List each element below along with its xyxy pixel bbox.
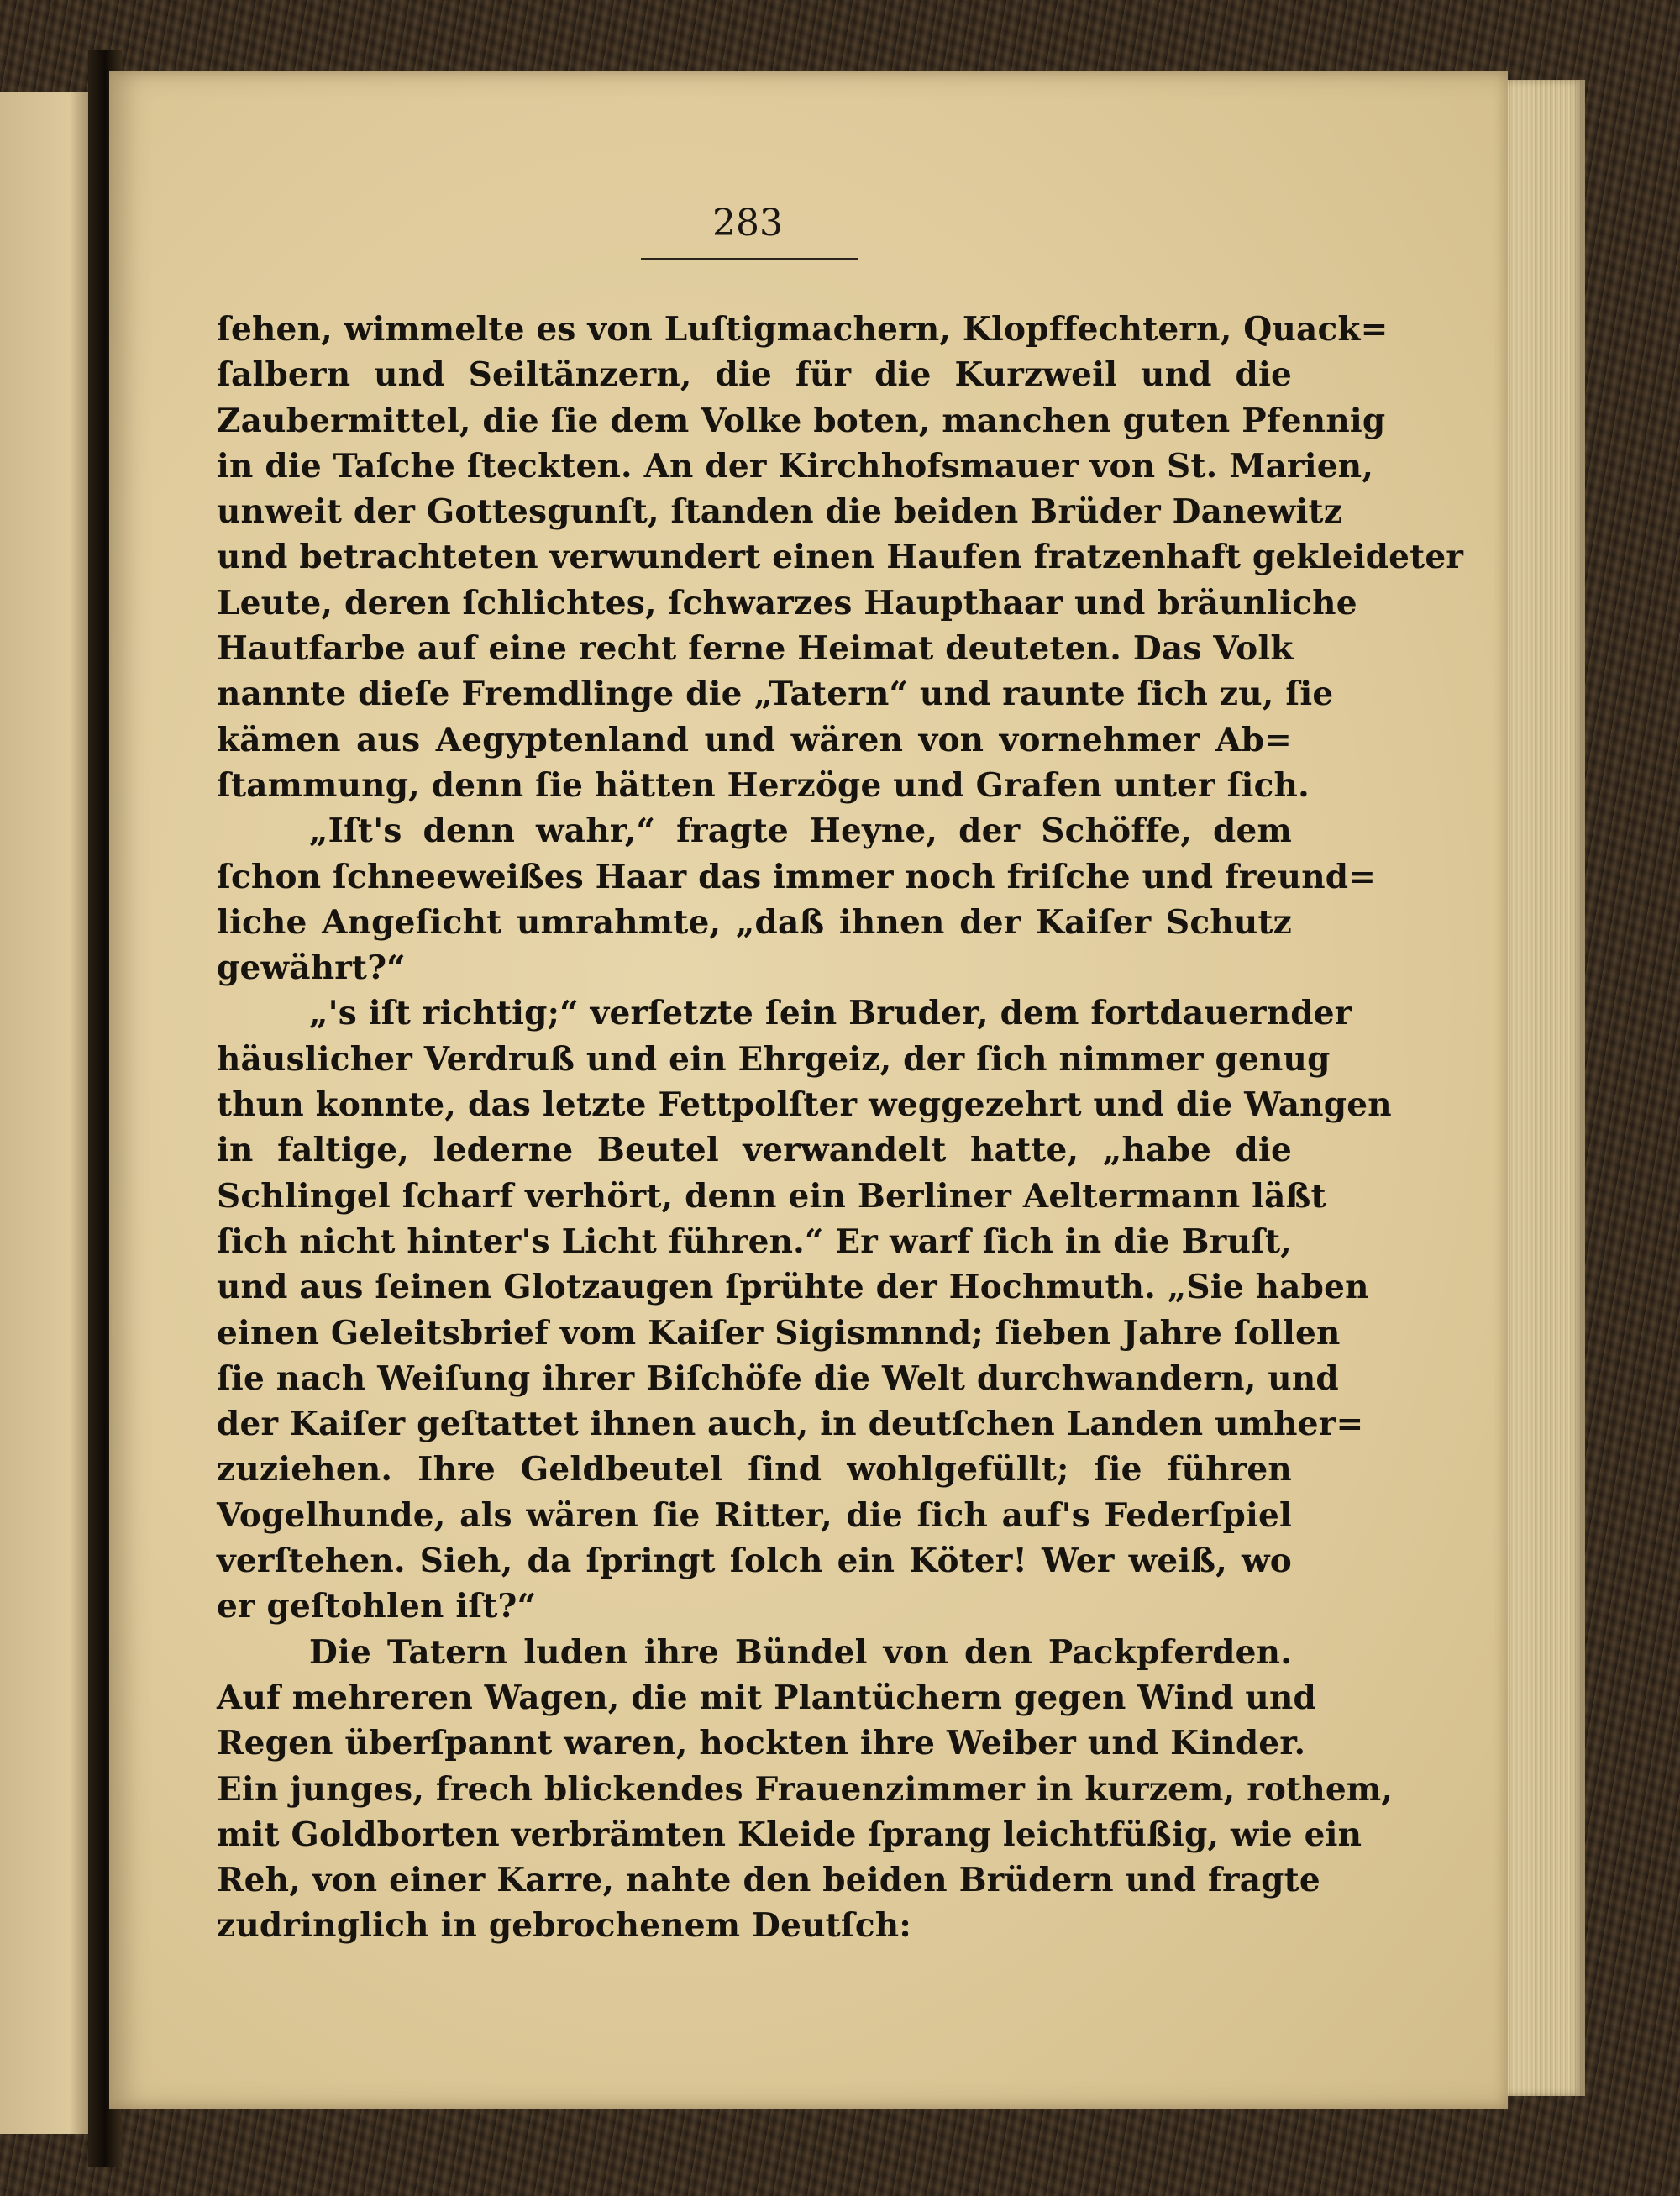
text-line: ſtammung, denn ſie hätten Herzöge und Grafen unter ſich. [217,765,1310,805]
text-line: zuziehen. Ihre Geldbeutel ſind wohlgefüllt; ſie führen [217,1450,1292,1489]
text-line: kämen aus Aegyptenland und wären von vornehmer Ab= [217,720,1292,759]
text-line: ſie nach Weiſung ihrer Biſchöfe die Welt durchwandern, und [217,1358,1339,1398]
text-line: Leute, deren ſchlichtes, ſchwarzes Haupthaar und bräunliche [217,583,1357,623]
text-line: Hautfarbe auf eine recht ferne Heimat deuteten. Das Volk [217,629,1294,669]
text-line: und betrachteten verwundert einen Haufen fratzenhaft gekleideter [217,538,1464,577]
text-line: „'s iſt richtig;“ verſetzte ſein Bruder, dem fortdauernder [309,994,1352,1033]
text-line: ſchon ſchneeweißes Haar das immer noch friſche und freund= [217,857,1377,896]
text-line: und aus ſeinen Glotzaugen ſprühte der Hochmuth. „Sie haben [217,1268,1369,1307]
text-line: thun konnte, das letzte Fettpolſter weggezehrt und die Wangen [217,1085,1392,1125]
text-line: Reh, von einer Karre, nahte den beiden Brüdern und fragte [217,1861,1320,1900]
page-number-rule [641,258,858,260]
text-line: in faltige, lederne Beutel verwandelt hatte, „habe die [217,1131,1292,1170]
text-line: Auf mehreren Wagen, die mit Plantüchern gegen Wind und [217,1678,1317,1717]
page-number: 283 [712,202,783,244]
text-line: liche Angeſicht umrahmte, „daß ihnen der Kaiſer Schutz [217,902,1292,942]
page-edges-stack [1505,80,1585,2096]
text-line: gewährt?“ [217,948,406,988]
text-line: Vogelhunde, als wären ſie Ritter, die ſich auf's Federſpiel [217,1495,1292,1535]
text-line: Schlingel ſcharf verhört, denn ein Berliner Aeltermann läßt [217,1176,1326,1216]
text-line: nannte dieſe Fremdlinge die „Tatern“ und raunte ſich zu, ſie [217,675,1334,714]
text-line: einen Geleitsbrief vom Kaiſer Sigismnnd; ſieben Jahre ſollen [217,1313,1341,1353]
text-line: „Iſt's denn wahr,“ fragte Heyne, der Schöffe, dem [309,812,1292,851]
text-line: zudringlich in gebrochenem Deutſch: [217,1906,911,1946]
text-line: in die Taſche ſteckten. An der Kirchhofsmauer von St. Marien, [217,446,1374,486]
text-line: ſalbern und Seiltänzern, die für die Kurzweil und die [217,355,1292,395]
body-text [217,307,1464,1949]
text-line: verſtehen. Sieh, da ſpringt ſolch ein Köter! Wer weiß, wo [217,1542,1292,1581]
text-line: Regen überſpannt waren, hockten ihre Weiber und Kinder. [217,1724,1306,1763]
text-line: Die Tatern luden ihre Bündel von den Packpferden. [309,1632,1292,1672]
text-line: Ein junges, frech blickendes Frauenzimmer in kurzem, rothem, [217,1769,1394,1809]
previous-page-edge [0,92,99,2134]
text-line: ſehen, wimmelte es von Luſtigmachern, Klopffechtern, Quack= [217,310,1389,349]
text-line: der Kaiſer geſtattet ihnen auch, in deutſchen Landen umher= [217,1405,1364,1444]
text-line: häuslicher Verdruß und ein Ehrgeiz, der ſich nimmer genug [217,1039,1331,1079]
text-line: Zaubermittel, die ſie dem Volke boten, manchen guten Pfennig [217,401,1386,440]
text-line: er geſtohlen iſt?“ [217,1587,537,1626]
text-line: ſich nicht hinter's Licht führen.“ Er warf ſich in die Bruſt, [217,1221,1292,1261]
text-line: unweit der Gottesgunſt, ſtanden die beiden Brüder Danewitz [217,492,1343,532]
text-line: mit Goldborten verbrämten Kleide ſprang leichtfüßig, wie ein [217,1815,1362,1854]
